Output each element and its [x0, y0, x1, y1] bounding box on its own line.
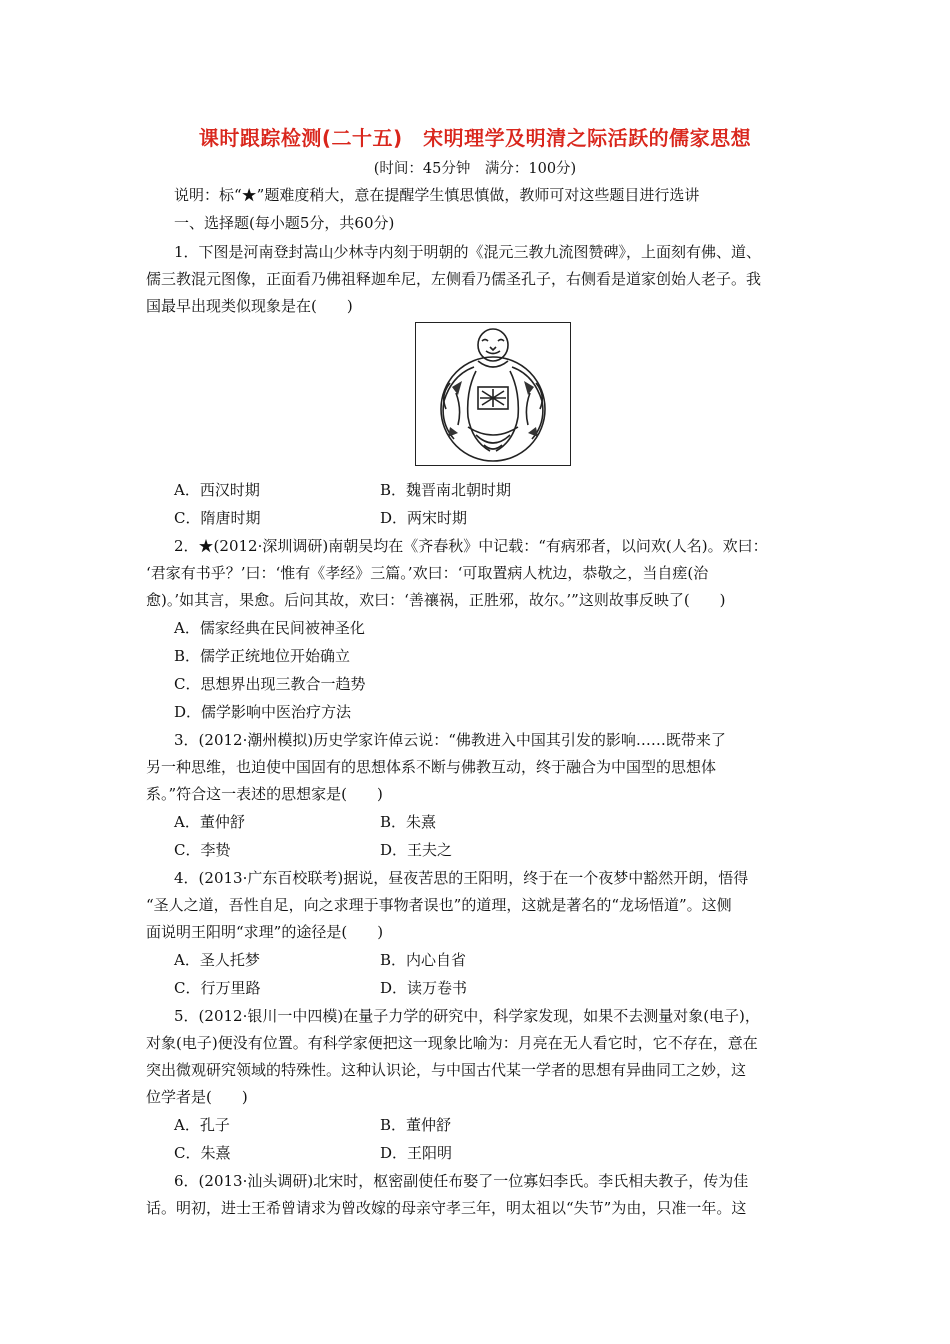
question-2-line-1: 2．★(2012·深圳调研)南朝吴均在《齐春秋》中记载：“有病邪者，以问欢(人名)。欢曰： [174, 537, 768, 555]
section-heading: 一、选择题(每小题5分，共60分) [174, 214, 395, 232]
question-1-option-a: A．西汉时期 [174, 481, 260, 499]
question-5-line-3: 突出微观研究领域的特殊性。这种认识论，与中国古代某一学者的思想有异曲同工之妙，这 [146, 1061, 747, 1079]
question-4-line-1: 4．(2013·广东百校联考)据说，昼夜苦思的王阳明，终于在一个夜梦中豁然开朗，悟得 [174, 869, 749, 887]
question-1-option-d: D．两宋时期 [380, 509, 468, 527]
exam-time-score: (时间：45分钟 满分：100分) [373, 161, 577, 177]
question-3-line-1: 3．(2012·潮州模拟)历史学家许倬云说：“佛教进入中国其引发的影响……既带来了 [174, 731, 726, 749]
question-2-line-2: ‘君家有书乎？’曰：‘惟有《孝经》三篇。’欢曰：‘可取置病人枕边，恭敬之，当自瘥(治 [146, 564, 709, 582]
question-2-option-b: B．儒学正统地位开始确立 [174, 647, 351, 665]
question-1-line-2: 儒三教混元图像，正面看乃佛祖释迦牟尼，左侧看乃儒圣孔子，右侧看是道家创始人老子。我 [146, 270, 762, 288]
question-2-line-3: 愈)。’如其言，果愈。后问其故，欢曰：‘善禳祸，正胜邪，故尔。’”这则故事反映了( ) [146, 591, 726, 609]
question-3-line-3: 系。”符合这一表述的思想家是( ) [146, 785, 383, 803]
question-2-option-d: D．儒学影响中医治疗方法 [174, 703, 352, 721]
question-5-line-1: 5．(2012·银川一中四模)在量子力学的研究中，科学家发现，如果不去测量对象(电子)， [174, 1007, 760, 1025]
question-5-line-4: 位学者是( ) [146, 1088, 248, 1106]
question-1-option-c: C．隋唐时期 [174, 509, 261, 527]
question-5-option-a: A．孔子 [174, 1116, 230, 1134]
question-5-option-c: C．朱熹 [174, 1144, 231, 1162]
question-3-option-d: D．王夫之 [380, 841, 453, 859]
question-1-line-3: 国最早出现类似现象是在( ) [146, 297, 353, 315]
question-3-option-a: A．董仲舒 [174, 813, 245, 831]
question-4-option-c: C．行万里路 [174, 979, 261, 997]
question-2-option-c: C．思想界出现三教合一趋势 [174, 675, 366, 693]
question-5-line-2: 对象(电子)便没有位置。有科学家便把这一现象比喻为：月亮在无人看它时，它不存在，意在 [146, 1034, 758, 1052]
question-4-option-b: B．内心自省 [380, 951, 467, 969]
question-1-option-b: B．魏晋南北朝时期 [380, 481, 512, 499]
stele-engraving-image [415, 322, 571, 466]
question-5-option-b: B．董仲舒 [380, 1116, 452, 1134]
question-4-option-d: D．读万卷书 [380, 979, 468, 997]
question-1-line-1: 1．下图是河南登封嵩山少林寺内刻于明朝的《混元三教九流图赞碑》，上面刻有佛、道、 [174, 243, 762, 261]
question-4-line-2: “圣人之道，吾性自足，向之求理于事物者误也”的道理，这就是著名的“龙场悟道”。这侧 [146, 896, 732, 914]
instructions-note: 说明：标“★”题难度稍大，意在提醒学生慎思慎做，教师可对这些题目进行选讲 [174, 186, 700, 204]
question-4-line-3: 面说明王阳明“求理”的途径是( ) [146, 923, 384, 941]
question-3-option-b: B．朱熹 [380, 813, 437, 831]
question-3-line-2: 另一种思维，也迫使中国固有的思想体系不断与佛教互动，终于融合为中国型的思想体 [146, 758, 717, 776]
question-4-option-a: A．圣人托梦 [174, 951, 260, 969]
question-5-option-d: D．王阳明 [380, 1144, 453, 1162]
question-6-line-2: 话。明初，进士王希曾请求为曾改嫁的母亲守孝三年，明太祖以“失节”为由，只准一年。这 [146, 1199, 747, 1217]
question-6-line-1: 6．(2013·汕头调研)北宋时，枢密副使任布娶了一位寡妇李氏。李氏相夫教子，传为佳 [174, 1172, 749, 1190]
page-title: 课时跟踪检测(二十五) 宋明理学及明清之际活跃的儒家思想 [198, 126, 752, 150]
question-2-option-a: A．儒家经典在民间被神圣化 [174, 619, 365, 637]
question-3-option-c: C．李贽 [174, 841, 231, 859]
